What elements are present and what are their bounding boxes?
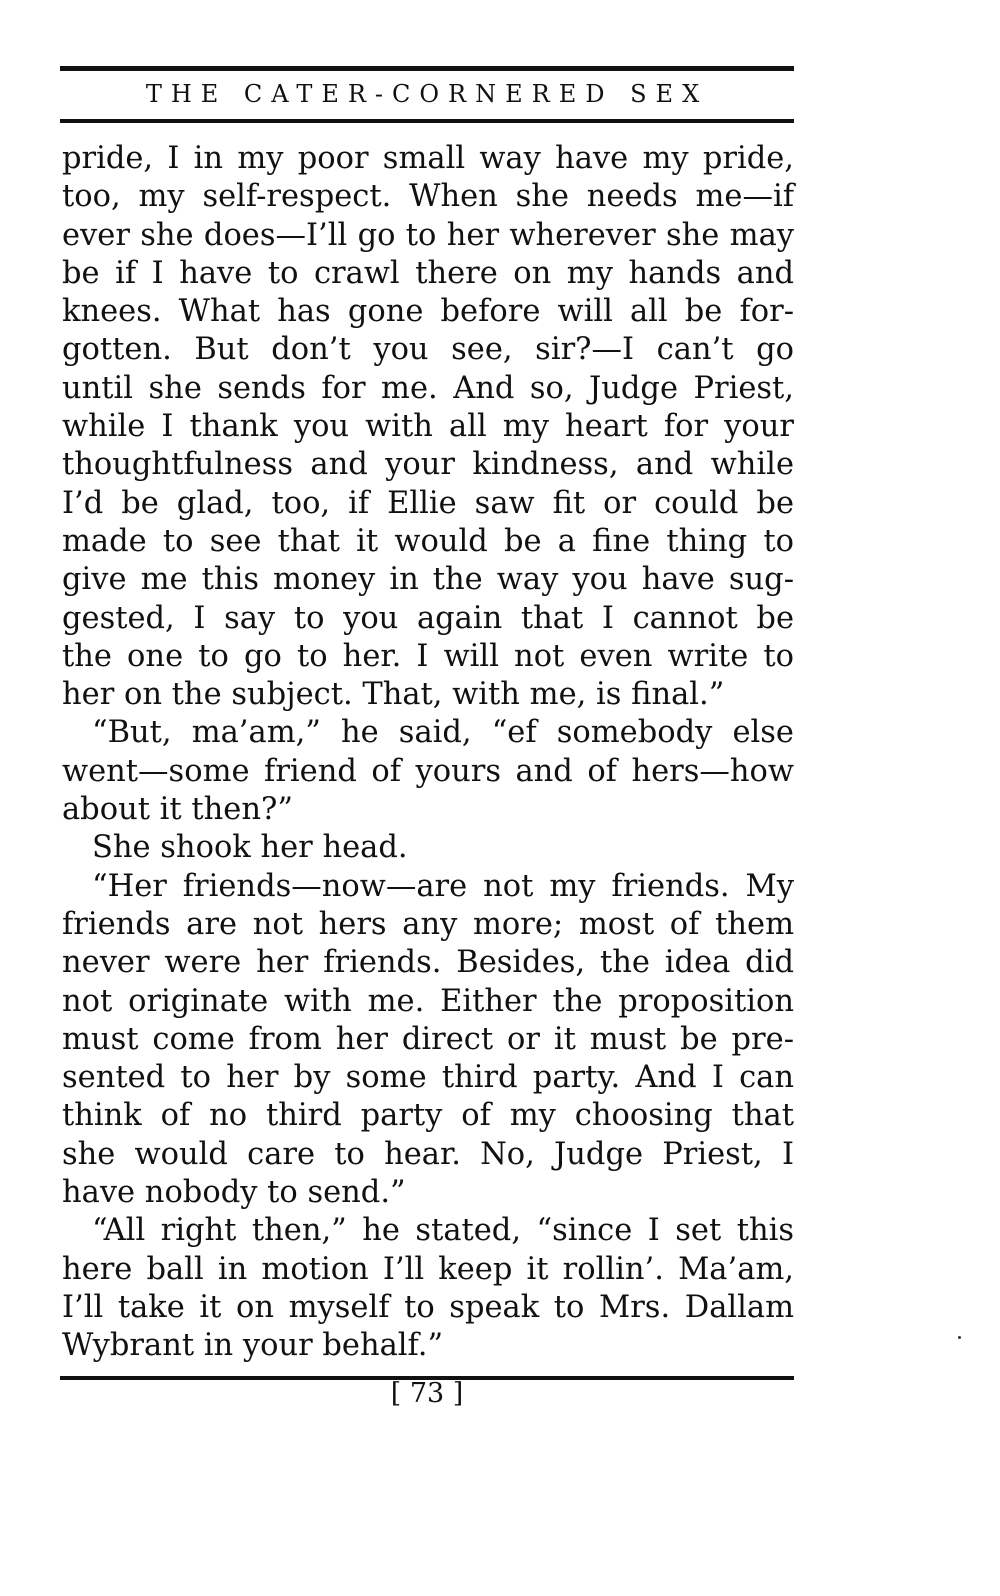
text-line: “Her friends—now—are not my friends. My bbox=[92, 868, 794, 904]
text-line: give me this money in the way you have sug- bbox=[62, 562, 794, 598]
text-line: think of no third party of my choosing that bbox=[62, 1098, 794, 1134]
header-rule-bottom bbox=[60, 119, 794, 123]
text-line: never were her friends. Besides, the idea did bbox=[62, 945, 794, 981]
text-line: friends are not hers any more; most of them bbox=[62, 906, 794, 942]
running-head: THE CATER-CORNERED SEX bbox=[145, 80, 709, 108]
text-line: knees. What has gone before will all be for- bbox=[62, 294, 794, 330]
text-line: gested, I say to you again that I cannot be bbox=[62, 600, 794, 636]
text-line: until she sends for me. And so, Judge Priest, bbox=[62, 370, 794, 406]
text-line: I’ll take it on myself to speak to Mrs. Dallam bbox=[62, 1289, 794, 1325]
text-line: be if I have to crawl there on my hands and bbox=[62, 255, 794, 291]
text-line: her on the subject. That, with me, is final.” bbox=[62, 677, 725, 713]
text-line: she would care to hear. No, Judge Priest, I bbox=[62, 1136, 794, 1172]
header-rule-top bbox=[60, 66, 794, 71]
text-line: She shook her head. bbox=[92, 830, 408, 866]
text-line: too, my self-respect. When she needs me—if bbox=[62, 179, 794, 215]
text-line: “All right then,” he stated, “since I set this bbox=[92, 1213, 794, 1249]
text-line: about it then?” bbox=[62, 792, 293, 828]
page-number: [ 73 ] bbox=[390, 1378, 464, 1409]
text-line: while I thank you with all my heart for your bbox=[62, 409, 794, 445]
text-line: must come from her direct or it must be pre- bbox=[62, 1021, 794, 1057]
text-line: have nobody to send.” bbox=[62, 1175, 406, 1211]
text-line: thoughtfulness and your kindness, and while bbox=[62, 447, 794, 483]
text-line: sented to her by some third party. And I can bbox=[62, 1060, 794, 1096]
text-line: here ball in motion I’ll keep it rollin’. Ma’am, bbox=[62, 1251, 794, 1287]
text-line: gotten. But don’t you see, sir?—I can’t go bbox=[62, 332, 794, 368]
text-line: the one to go to her. I will not even write to bbox=[62, 638, 794, 674]
body-text bbox=[62, 140, 794, 1366]
text-line: went—some friend of yours and of hers—how bbox=[62, 753, 794, 789]
text-line: made to see that it would be a fine thing to bbox=[62, 523, 794, 559]
ink-speck bbox=[958, 1336, 961, 1339]
text-line: ever she does—I’ll go to her wherever she may bbox=[62, 217, 794, 253]
text-line: not originate with me. Either the proposition bbox=[62, 983, 794, 1019]
text-line: Wybrant in your behalf.” bbox=[62, 1328, 444, 1364]
text-line: I’d be glad, too, if Ellie saw fit or could be bbox=[62, 485, 794, 521]
text-line: “But, ma’am,” he said, “ef somebody else bbox=[92, 715, 794, 751]
text-line: pride, I in my poor small way have my pride, bbox=[62, 141, 794, 176]
